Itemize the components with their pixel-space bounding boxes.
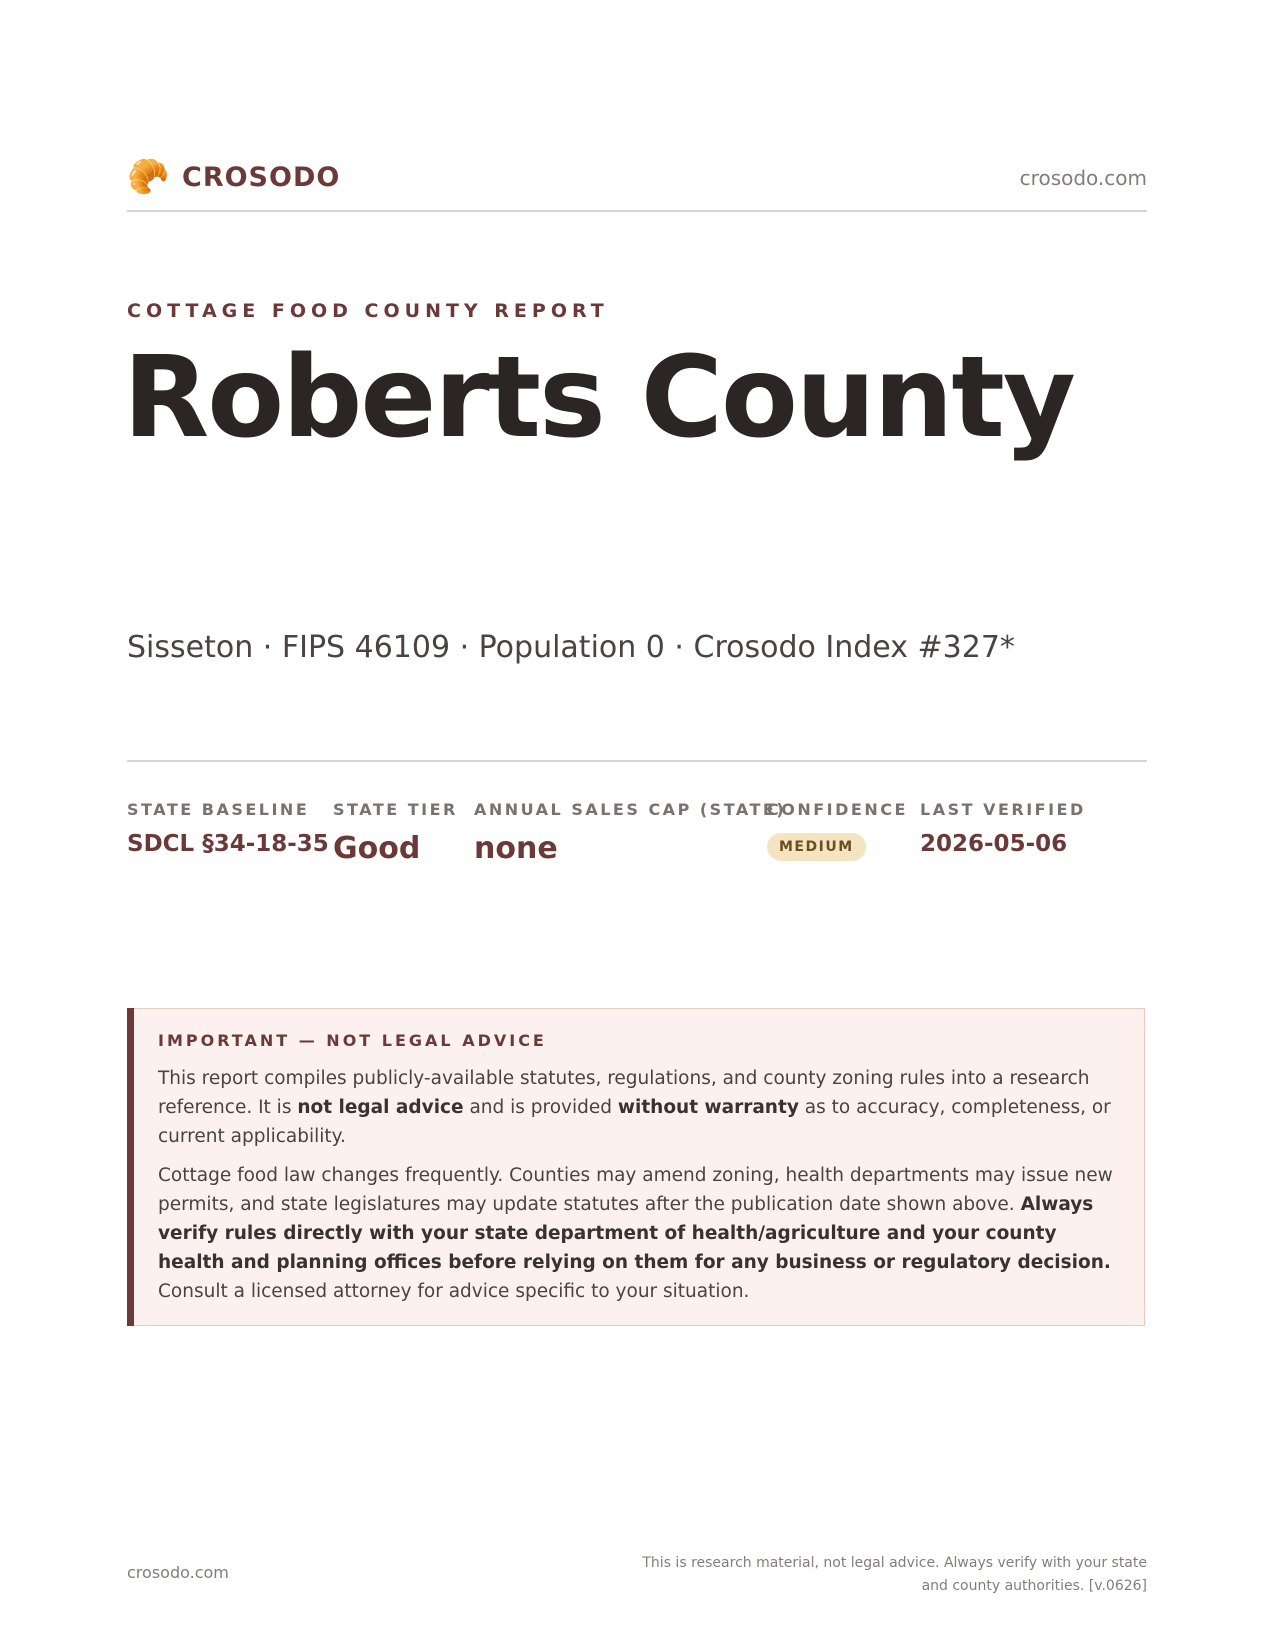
stat-value: Good [333,831,421,866]
notice-paragraph-1 [158,1064,1118,1151]
county-subtitle: Sisseton · FIPS 46109 · Population 0 · Crosodo Index #327* [127,630,1015,665]
footer-disclaimer-line: This is research material, not legal advice. Always verify with your state [642,1555,1147,1571]
stat-value: 2026-05-06 [920,831,1068,857]
brand-name: CROSODO [182,161,341,193]
notice-text: Consult a licensed attorney for advice specific to your situation. [158,1281,750,1302]
notice-text: as to accuracy, completeness, or current applicability. [158,1097,1111,1147]
footer-disclaimer-line: and county authorities. [v.0626] [921,1578,1147,1594]
report-page [123,0,1147,1650]
croissant-icon: 🥐 [127,157,170,197]
notice-text: This report compiles publicly-available statutes, regulations, and county zoning rules into a research reference. It is [158,1068,1090,1118]
stat-value: SDCL §34-18-35 [127,831,329,857]
stat-label: CONFIDENCE [767,800,908,819]
stat-value: none [474,831,558,866]
stat-label: STATE TIER [333,800,458,819]
stat-label: LAST VERIFIED [920,800,1086,819]
notice-emphasis: not legal advice [297,1097,464,1118]
notice-accent-bar [127,1008,134,1326]
stats-row [127,760,1147,882]
stat-confidence [767,800,908,861]
stat-sales-cap [474,800,786,866]
notice-emphasis: without warranty [617,1097,799,1118]
notice-text: and is provided [463,1097,618,1118]
notice-emphasis: Always verify rules directly with your state department of health/agriculture and your county health and planning offices before relying on them for any business or regulatory decision. [158,1194,1111,1273]
notice-text: Cottage food law changes frequently. Counties may amend zoning, health departments may issue new permits, and state legislatures may update statutes after the publication date shown above. [158,1165,1113,1215]
stat-last-verified [920,800,1086,857]
page-title: Roberts County [123,333,1074,463]
notice-paragraph-2 [158,1161,1118,1306]
stat-label: ANNUAL SALES CAP (STATE) [474,800,787,819]
notice-content [158,1031,1118,1306]
footer-site-link[interactable]: crosodo.com [127,1563,229,1582]
header-site-link[interactable]: crosodo.com [1019,166,1147,190]
brand[interactable] [127,157,341,197]
report-eyebrow: COTTAGE FOOD COUNTY REPORT [127,300,609,322]
notice-title: IMPORTANT — NOT LEGAL ADVICE [158,1031,547,1050]
legal-notice [127,1008,1145,1326]
stat-state-baseline [127,800,329,857]
confidence-badge: MEDIUM [767,833,866,861]
footer-disclaimer [627,1552,1147,1598]
page-header [127,150,1147,212]
stat-state-tier [333,800,458,866]
stat-label: STATE BASELINE [127,800,310,819]
